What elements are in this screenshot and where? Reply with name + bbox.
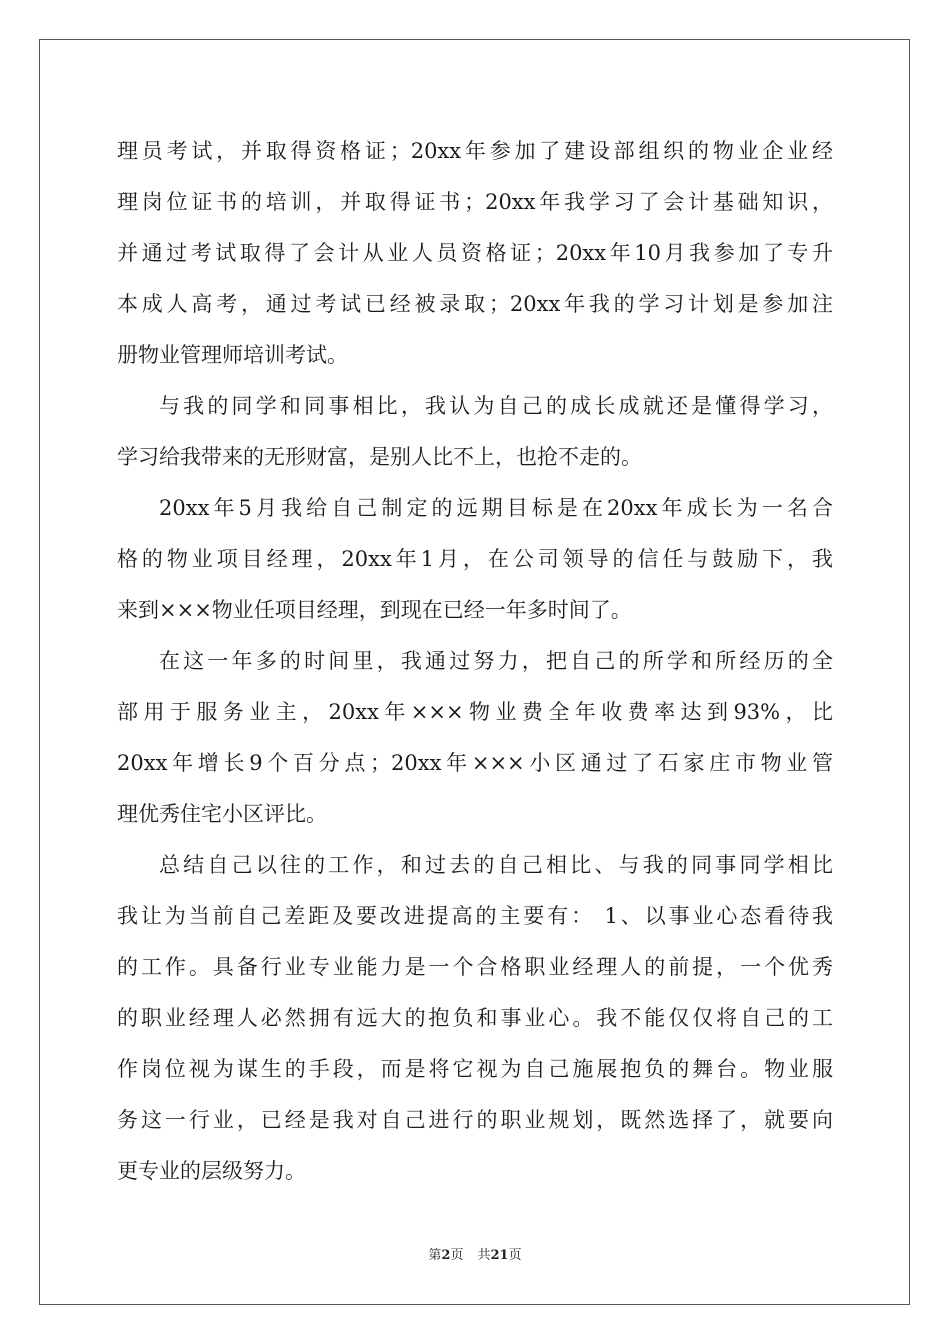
paragraph — [117, 636, 833, 840]
text-line: 理员考试，并取得资格证；20xx年参加了建设部组织的物业企业经 — [117, 139, 833, 163]
text-line: 总结自己以往的工作，和过去的自己相比、与我的同事同学相比 — [159, 853, 833, 877]
text-line: 来到×××物业任项目经理，到现在已经一年多时间了。 — [117, 598, 632, 622]
text-line: 20xx年5月我给自己制定的远期目标是在20xx年成长为一名合 — [159, 496, 833, 520]
document-body — [117, 126, 833, 1197]
text-line: 的工作。具备行业专业能力是一个合格职业经理人的前提，一个优秀 — [117, 955, 833, 979]
text-line: 更专业的层级努力。 — [117, 1159, 306, 1183]
paragraph — [117, 381, 833, 483]
text-line: 务这一行业，已经是我对自己进行的职业规划，既然选择了，就要向 — [117, 1108, 833, 1132]
text-line: 在这一年多的时间里，我通过努力，把自己的所学和所经历的全 — [159, 649, 833, 673]
total-label-suffix: 页 — [508, 1248, 522, 1263]
text-line: 格的物业项目经理，20xx年1月，在公司领导的信任与鼓励下，我 — [117, 547, 833, 571]
text-line: 学习给我带来的无形财富，是别人比不上，也抢不走的。 — [117, 445, 642, 469]
text-line: 我让为当前自己差距及要改进提高的主要有： 1、以事业心态看待我 — [117, 904, 833, 928]
paragraph — [117, 840, 833, 1197]
page-label-prefix: 第 — [428, 1248, 442, 1263]
text-line: 与我的同学和同事相比，我认为自己的成长成就还是懂得学习， — [159, 394, 833, 418]
page-footer — [0, 1244, 950, 1263]
text-line: 的职业经理人必然拥有远大的抱负和事业心。我不能仅仅将自己的工 — [117, 1006, 833, 1030]
text-line: 册物业管理师培训考试。 — [117, 343, 348, 367]
page-label-suffix: 页 — [450, 1248, 464, 1263]
text-line: 作岗位视为谋生的手段，而是将它视为自己施展抱负的舞台。物业服 — [117, 1057, 833, 1081]
text-line: 20xx年增长9个百分点；20xx年×××小区通过了石家庄市物业管 — [117, 751, 833, 775]
text-line: 理优秀住宅小区评比。 — [117, 802, 327, 826]
total-label-prefix: 共 — [477, 1248, 491, 1263]
paragraph — [117, 483, 833, 636]
paragraph — [117, 126, 833, 381]
text-line: 并通过考试取得了会计从业人员资格证；20xx年10月我参加了专升 — [117, 241, 833, 265]
text-line: 理岗位证书的培训，并取得证书；20xx年我学习了会计基础知识， — [117, 190, 833, 214]
total-pages: 21 — [490, 1248, 509, 1263]
text-line: 部用于服务业主，20xx年×××物业费全年收费率达到93%，比 — [117, 700, 833, 724]
text-line: 本成人高考，通过考试已经被录取；20xx年我的学习计划是参加注 — [117, 292, 833, 316]
page-number: 2 — [441, 1248, 451, 1263]
